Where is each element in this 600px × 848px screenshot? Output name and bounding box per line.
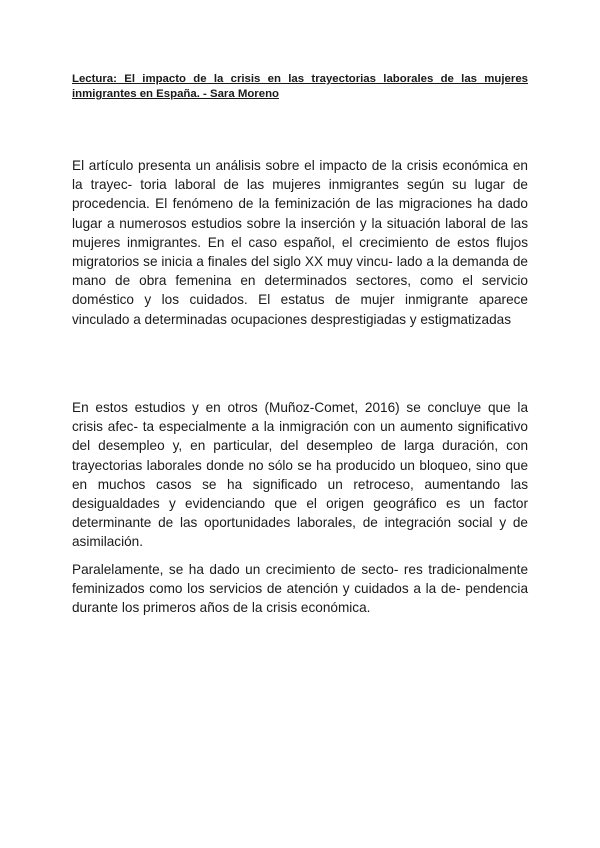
paragraph-conclusions: En estos estudios y en otros (Muñoz-Comet, 2016) se concluye que la crisis afec- ta especialmente a la inmigración con un aumento significativo del desempleo y, en particular, del desempleo de larga duración, con trayectorias laborales donde no sólo se ha producido un bloqueo, sino que en muchos casos se ha significado un retroceso, aumentando las desigualdades y evidenciando que el origen geográfico es un factor determinante de las oportunidades laborales, de integración social y de asimilación. (72, 400, 528, 550)
paragraph-intro: El artículo presenta un análisis sobre el impacto de la crisis económica en la trayec- toria laboral de las mujeres inmigrantes según su lugar de procedencia. El fenómeno de la feminización de las migraciones ha dado lugar a numerosos estudios sobre la inserción y la situación laboral de las mujeres inmigrantes. En el caso español, el crecimiento de estos flujos migratorios se inicia a finales del siglo XX muy vincu- lado a la demanda de mano de obra femenina en determinados sectores, como el servicio doméstico y los cuidados. El estatus de mujer inmigrante aparece vinculado a determinadas ocupaciones desprestigiadas y estigmatizadas (72, 158, 528, 327)
document-title: Lectura: El impacto de la crisis en las trayectorias laborales de las mujeres inmigrantes en España. - Sara Moreno (72, 73, 528, 100)
paragraph-feminized-sectors: Paralelamente, se ha dado un crecimiento de secto- res tradicionalmente feminizados como los servicios de atención y cuidados a la de- pendencia durante los primeros años de la crisis económica. (72, 562, 528, 616)
